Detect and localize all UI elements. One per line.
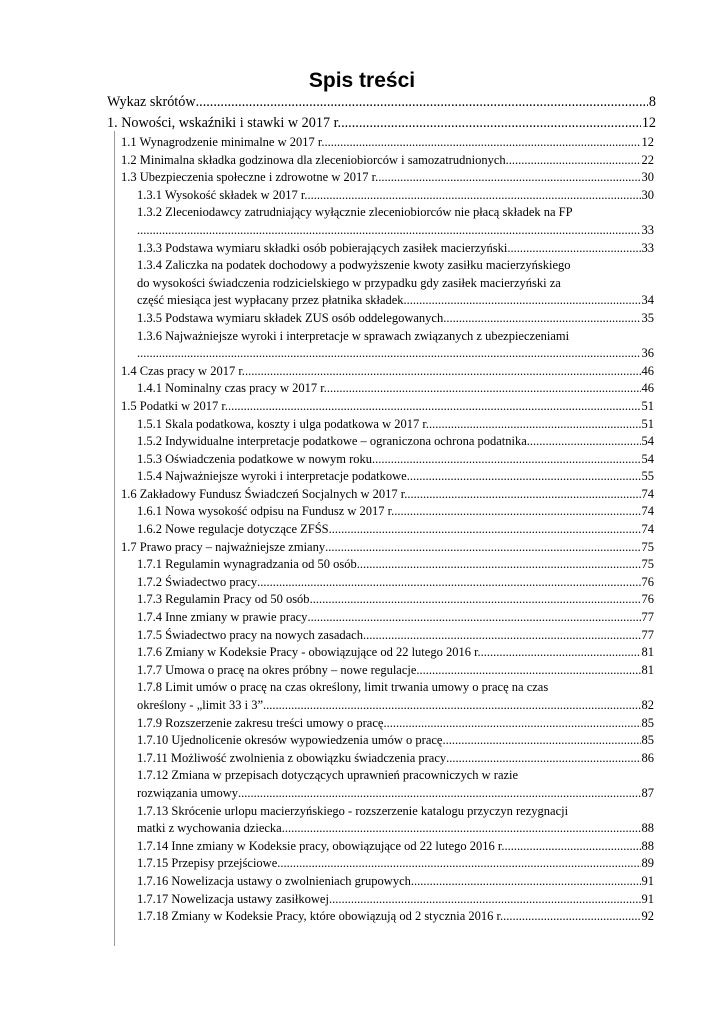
toc-page-number: 46: [641, 363, 654, 378]
toc-page-number: 33: [641, 222, 654, 237]
toc-entry-text: 1.6.1 Nowa wysokość odpisu na Fundusz w 2017 r.: [137, 504, 395, 519]
toc-entry[interactable]: [137, 644, 654, 662]
toc-entry-text-line: 1.3.2 Zleceniodawcy zatrudniający wyłącznie zleceniobiorców nie płacą składek na FP: [137, 205, 573, 220]
toc-entry[interactable]: [137, 310, 654, 328]
toc-entry[interactable]: [137, 679, 654, 714]
toc-entry-text: 1.7.14 Inne zmiany w Kodeksie pracy, obowiązujące od 22 lutego 2016 r.: [137, 838, 505, 853]
toc-page-number: 54: [641, 451, 654, 466]
toc-page-number: 51: [641, 398, 654, 413]
toc-entry-text: 1.3.3 Podstawa wymiaru składki osób pobierających zasiłek macierzyński: [137, 240, 508, 255]
toc-leader-dots: [307, 609, 640, 627]
toc-leader-dots: [507, 240, 640, 258]
toc-page-number: 76: [641, 574, 654, 589]
toc-entry[interactable]: [137, 503, 654, 521]
toc-entry[interactable]: [121, 539, 654, 557]
toc-page-number: 12: [641, 115, 656, 131]
toc-page-number: 77: [641, 627, 654, 642]
toc-leader-dots: [263, 697, 640, 715]
toc-page-number: 30: [641, 170, 654, 185]
toc-entry-text: 1.7.17 Nowelizacja ustawy zasiłkowej: [137, 891, 329, 906]
toc-page-number: 88: [641, 838, 654, 853]
toc-leader-dots: [416, 662, 640, 680]
toc-leader-dots: [506, 152, 641, 170]
toc-page-number: 22: [641, 152, 654, 167]
toc-leader-dots: [429, 416, 641, 434]
toc-page-number: 91: [641, 873, 654, 888]
toc-entry[interactable]: [137, 433, 654, 451]
toc-entry[interactable]: [137, 468, 654, 486]
toc-entry-text: matki z wychowania dziecka: [137, 821, 282, 836]
toc-page-number: 54: [641, 434, 654, 449]
toc-entry-text: określony - „limit 33 i 3”: [137, 698, 264, 712]
toc-entry[interactable]: [137, 187, 654, 205]
toc-page-number: 81: [641, 662, 654, 677]
toc-page-number: 92: [641, 909, 654, 924]
toc-entry[interactable]: [121, 363, 654, 381]
toc-entry[interactable]: [137, 873, 654, 891]
toc-entry-text: 1.7.2 Świadectwo pracy: [137, 574, 258, 589]
toc-entry[interactable]: [121, 398, 654, 416]
toc-entry-text: 1.7.16 Nowelizacja ustawy o zwolnieniach grupowych: [137, 873, 411, 888]
toc-leader-dots: [407, 486, 640, 504]
toc-leader-dots: [503, 908, 640, 926]
toc-entry-text: 1. Nowości, wskaźniki i stawki w 2017 r.: [107, 115, 342, 131]
toc-entry-text: 1.7.6 Zmiany w Kodeksie Pracy - obowiązujące od 22 lutego 2016 r.: [137, 645, 481, 660]
toc-entry-text-line: do wysokości świadczenia rodzicielskiego w przypadku gdy zasiłek macierzyński za: [137, 275, 561, 290]
toc-entry[interactable]: [137, 732, 654, 750]
toc-leader-dots: [308, 187, 641, 205]
toc-leader-dots: [481, 644, 641, 662]
toc-entry[interactable]: [137, 380, 654, 398]
toc-leader-dots: [363, 627, 641, 645]
toc-leader-dots: [443, 310, 640, 328]
toc-leader-dots: [238, 785, 640, 803]
toc-entry[interactable]: [137, 662, 654, 680]
toc-entry-text: 1.6 Zakładowy Fundusz Świadczeń Socjalnych w 2017 r.: [121, 486, 408, 501]
toc-page-number: 55: [641, 469, 654, 484]
toc-page-number: 82: [641, 698, 654, 712]
toc-leader-dots: [310, 591, 641, 609]
toc-leader-dots: [329, 891, 641, 909]
toc-leader-dots: [442, 732, 640, 750]
toc-entry-text: 1.6.2 Nowe regulacje dotyczące ZFŚS: [137, 522, 329, 537]
toc-entry[interactable]: [137, 767, 654, 802]
toc-entry[interactable]: [137, 328, 654, 363]
toc-page-number: 33: [641, 240, 654, 255]
toc-entry-text: 1.5.3 Oświadczenia podatkowe w nowym roku: [137, 451, 373, 466]
toc-page-number: 81: [641, 645, 654, 660]
toc-page-number: 77: [641, 610, 654, 625]
toc-page-number: 86: [641, 750, 654, 765]
toc-entry-text: 1.4 Czas pracy w 2017 r.: [121, 363, 245, 378]
toc-leader-dots: [527, 433, 641, 451]
toc-entry-text: 1.7.18 Zmiany w Kodeksie Pracy, które obowiązują od 2 stycznia 2016 r.: [137, 909, 504, 924]
toc-leader-dots: [372, 451, 640, 469]
toc-entry[interactable]: [107, 113, 656, 134]
toc-page-number: 51: [641, 416, 654, 431]
toc-entry[interactable]: [137, 240, 654, 258]
toc-page-number: 85: [641, 715, 654, 730]
toc-entry[interactable]: [137, 803, 654, 838]
toc-leader-dots: [196, 92, 648, 113]
toc-entry-text: 1.2 Minimalna składka godzinowa dla zleceniobiorców i samozatrudnionych: [121, 152, 506, 167]
toc-entry-text: 1.7.11 Możliwość zwolnienia z obowiązku świadczenia pracy: [137, 750, 447, 765]
toc-page-number: 36: [641, 346, 654, 361]
toc-entry-text: 1.7.10 Ujednolicenie okresów wypowiedzenia umów o pracę: [137, 733, 443, 748]
toc-leader-dots: [325, 134, 641, 152]
toc-page-number: 75: [641, 539, 654, 554]
toc-entry[interactable]: [137, 838, 654, 856]
toc-page-number: 87: [641, 785, 654, 800]
toc-entry-text-line: 1.7.8 Limit umów o pracę na czas określony, limit trwania umowy o pracę na czas: [137, 680, 549, 695]
toc-leader-dots: [341, 113, 641, 134]
toc-leader-dots: [329, 521, 641, 539]
toc-entry[interactable]: [137, 574, 654, 592]
toc-leader-dots: [327, 380, 641, 398]
toc-entry-text: 1.4.1 Nominalny czas pracy w 2017 r.: [137, 381, 327, 396]
toc-entry-text: 1.1 Wynagrodzenie minimalne w 2017 r.: [121, 135, 325, 149]
toc-entry[interactable]: [121, 134, 654, 152]
toc-entry-text-line: 1.7.13 Skrócenie urlopu macierzyńskiego - rozszerzenie katalogu przyczyn rezygnacji: [137, 803, 569, 818]
toc-entry-text: 1.7.7 Umowa o pracę na okres próbny – nowe regulacje: [137, 662, 417, 677]
toc-entry[interactable]: [137, 855, 654, 873]
toc-entry[interactable]: [137, 715, 654, 733]
toc-page-number: 75: [641, 557, 654, 572]
table-of-contents: [0, 92, 724, 926]
toc-leader-dots: [407, 468, 641, 486]
toc-leader-dots: [411, 873, 641, 891]
toc-entry[interactable]: [121, 486, 654, 504]
toc-entry[interactable]: [137, 451, 654, 469]
toc-leader-dots: [505, 838, 641, 856]
toc-entry-text: 1.7.15 Przepisy przejściowe: [137, 856, 278, 871]
toc-entry-text: 1.7.5 Świadectwo pracy na nowych zasadach: [137, 627, 363, 642]
toc-entry-text-line: 1.3.6 Najważniejsze wyroki i interpretacje w sprawach związanych z ubezpieczeniami: [137, 328, 570, 343]
toc-page-number: 8: [648, 94, 656, 110]
toc-leader-dots: [383, 715, 640, 733]
toc-entry[interactable]: [121, 152, 654, 170]
toc-entry-text-line: 1.7.12 Zmiana w przepisach dotyczących uprawnień pracowniczych w razie: [137, 768, 519, 783]
toc-entry-text: 1.5.2 Indywidualne interpretacje podatkowe – ograniczona ochrona podatnika: [137, 434, 527, 449]
toc-entry-text: 1.3 Ubezpieczenia społeczne i zdrowotne w 2017 r.: [121, 170, 379, 185]
toc-entry[interactable]: [137, 627, 654, 645]
toc-leader-dots: [137, 222, 641, 240]
toc-page-number: 46: [641, 381, 654, 396]
toc-entry-text: 1.5.4 Najważniejsze wyroki i interpretacje podatkowe: [137, 469, 407, 484]
toc-page-number: 35: [641, 310, 654, 325]
toc-entry[interactable]: [137, 521, 654, 539]
toc-page-number: 12: [641, 135, 654, 149]
toc-entry[interactable]: [107, 92, 656, 113]
toc-entry-text: 1.7.9 Rozszerzenie zakresu treści umowy o pracę: [137, 715, 384, 730]
toc-page-number: 91: [641, 891, 654, 906]
toc-entry[interactable]: [137, 908, 654, 926]
toc-entry[interactable]: [121, 169, 654, 187]
toc-entry-text: 1.5 Podatki w 2017 r.: [121, 398, 228, 413]
toc-entry-text-line: 1.3.4 Zaliczka na podatek dochodowy a podwyższenie kwoty zasiłku macierzyńskiego: [137, 258, 571, 273]
toc-leader-dots: [228, 398, 641, 416]
toc-entry-text: rozwiązania umowy: [137, 785, 239, 800]
toc-leader-dots: [282, 820, 641, 838]
toc-leader-dots: [378, 169, 640, 187]
toc-entry[interactable]: [137, 204, 654, 239]
page-title: Spis treści: [308, 69, 416, 92]
toc-page-number: 74: [641, 522, 654, 537]
toc-entry[interactable]: [137, 556, 654, 574]
toc-entry[interactable]: [137, 257, 654, 310]
toc-leader-dots: [137, 345, 641, 363]
toc-leader-dots: [357, 556, 641, 574]
toc-entry[interactable]: [137, 891, 654, 909]
toc-page-number: 34: [641, 293, 654, 308]
toc-page-number: 74: [641, 504, 654, 519]
toc-entry-text: 1.7 Prawo pracy – najważniejsze zmiany: [121, 539, 326, 554]
toc-entry-text: 1.3.1 Wysokość składek w 2017 r.: [137, 187, 308, 202]
toc-entry-text: 1.7.1 Regulamin wynagradzania od 50 osób: [137, 557, 357, 572]
toc-page-number: 74: [641, 486, 654, 501]
toc-leader-dots: [245, 363, 641, 381]
toc-page-number: 88: [641, 821, 654, 836]
toc-leader-dots: [394, 503, 640, 521]
toc-leader-dots: [257, 574, 640, 592]
toc-entry[interactable]: [137, 591, 654, 609]
toc-entry-text: 1.5.1 Skala podatkowa, koszty i ulga podatkowa w 2017 r.: [137, 416, 429, 431]
toc-entry-text: część miesiąca jest wypłacany przez płatnika składek: [137, 293, 404, 308]
toc-entry[interactable]: [137, 609, 654, 627]
toc-entry-text: 1.3.5 Podstawa wymiaru składek ZUS osób oddelegowanych: [137, 310, 444, 325]
toc-leader-dots: [404, 292, 641, 310]
toc-entry-text: 1.7.3 Regulamin Pracy od 50 osób: [137, 592, 310, 607]
toc-leader-dots: [325, 539, 640, 557]
toc-entry-text: 1.7.4 Inne zmiany w prawie pracy: [137, 610, 308, 625]
toc-page-number: 89: [641, 856, 654, 871]
toc-page-number: 85: [641, 733, 654, 748]
toc-entry[interactable]: [137, 416, 654, 434]
toc-entry-text: Wykaz skrótów: [107, 94, 196, 110]
toc-leader-dots: [277, 855, 640, 873]
toc-page-number: 76: [641, 592, 654, 607]
toc-leader-dots: [446, 750, 640, 768]
toc-entry[interactable]: [137, 750, 654, 768]
toc-page-number: 30: [641, 187, 654, 202]
